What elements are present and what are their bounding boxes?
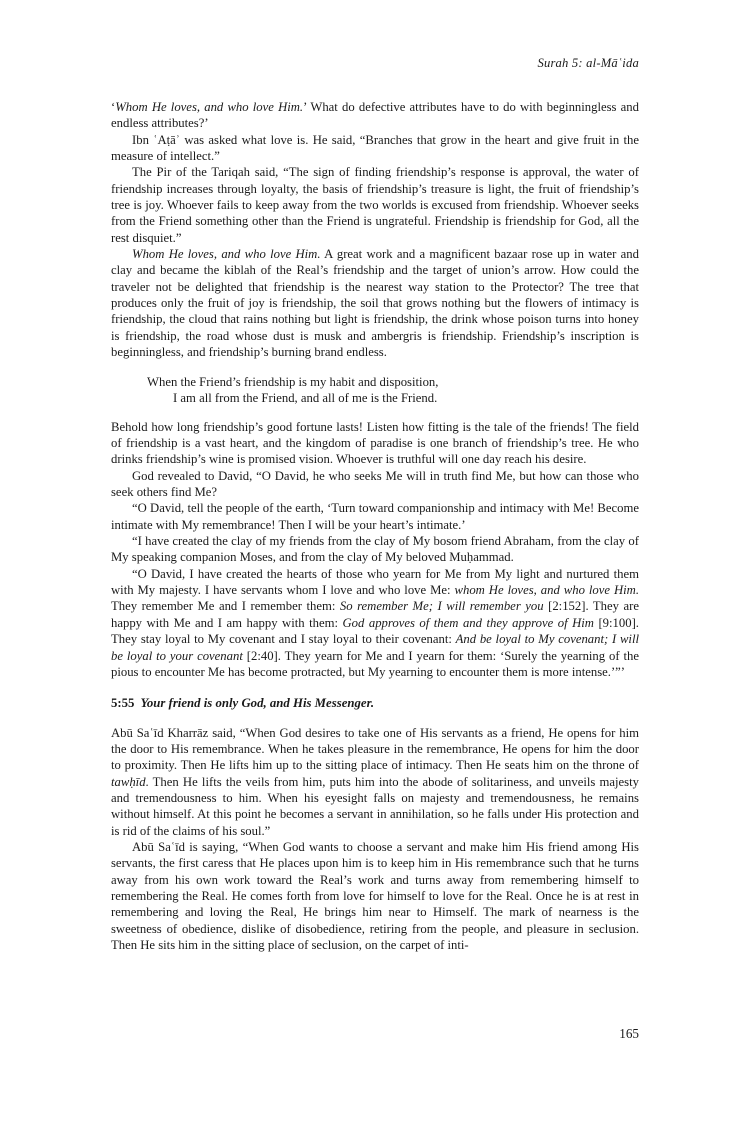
paragraph-god-revealed-to-david: God revealed to David, “O David, he who seeks Me will in truth find Me, but how can those who seek others find Me? [111,468,639,500]
transliterated-term-tawhid: tawḥīd [111,774,146,789]
verse-line-1: When the Friend’s friendship is my habit and disposition, [147,374,439,389]
paragraph-text: [2:40]. They yearn for Me and I yearn for them: ‘Surely the yearning of the pious to encounter Me has become protracted, but My yearning to encounter them is more intense.’”’ [111,648,639,679]
poetry-couplet [111,361,639,419]
paragraph-o-david-tell-people: “O David, tell the people of the earth, ‘Turn toward companionship and intimacy with Me! Become intimate with My remembrance! Then I will be your heart’s intimate.’ [111,501,639,532]
paragraph-great-work-bazaar [111,246,639,360]
paragraph-text: [9:100]. They stay loyal to My covenant and I stay loyal to their covenant: [111,615,639,647]
verse-line-2: I am all from the Friend, and all of me is the Friend. [173,391,438,406]
scripture-quote-inline: So remember Me; I will remember you [339,599,544,614]
running-head: Surah 5: al-Māʿida [537,56,639,70]
paragraph-text: . Then He lifts the veils from him, puts him into the abode of solitariness, and unveils majesty and tremendousness to him. When his eyesight falls on majesty and tremendousness, he remains without himself. At this point he becomes a servant in annihilation, so he falls under His protection and is rid of the claims of his soul.” [111,774,639,838]
paragraph-text: A great work and a magnificent bazaar rose up in water and clay and became the kiblah of the Real’s friendship and the target of union’s arrow. How could the traveler not be delighted that friendship is the nearest way station to the Protector? The tree that produces only the fruit of joy is friendship, the soil that grows nothing but the flowers of intimacy is friendship, the cloud that rains nothing but light is friendship, the drink whose poison turns into honey is friendship, the road whose dust is musk and ambergris is friendship. Friendship’s inscription is beginningless, and friendship’s burning brand endless. [111,247,639,360]
paragraph-text: They remember Me and I remember them: [111,599,340,614]
scripture-quote-inline: Whom He loves, and who love Him. [132,247,321,262]
scripture-quote-inline: God approves of them and they approve of Him [342,615,594,630]
paragraph-whom-he-loves-question [111,99,639,132]
paragraph-clay-of-friends: “I have created the clay of my friends from the clay of My bosom friend Abraham, from the clay of My speaking companion Moses, and from the clay of My beloved Muḥammad. [111,534,639,565]
scripture-quote-inline: Whom He loves, and who love Him. [115,100,304,114]
verse-heading [111,680,639,725]
body-text-block [111,99,639,954]
verse-number: 5:55 [111,696,135,711]
close-quote-mark: ’ [303,100,307,114]
page-number: 165 [619,1026,639,1041]
paragraph-hearts-of-those-who-yearn [111,566,639,680]
open-quote-mark: ‘ [111,100,116,114]
paragraph-text: What do defective attributes have to do with beginningless and endless attributes?’ [111,100,639,131]
scripture-quote-inline: whom He loves, and who love Him. [454,583,640,598]
paragraph-pir-of-the-tariqah: The Pir of the Tariqah said, “The sign of finding friendship’s response is approval, the water of friendship increases through loyalty, the basis of friendship’s treasure is light, the fruit of friendship’s tree is joy. Whoever fails to keep away from the two worlds is excused from friendship. Whoever seeks from the Friend something other than the Friend is ungrateful. Friendship is friendship for God, all the rest disquiet.” [111,165,639,245]
scripture-quote-inline: And be loyal to My covenant; I will be loyal to your covenant [111,632,639,663]
paragraph-behold-how-long: Behold how long friendship’s good fortune lasts! Listen how fitting is the tale of the friends! The field of friendship is a vast heart, and the kingdom of paradise is one branch of friendship’s tree. He who drinks friendship’s wine is promised vision. Whoever is truthful will one day reach his desire. [111,419,639,467]
verse-heading-text: Your friend is only God, and His Messenger. [140,696,375,711]
paragraph-abu-said-is-saying: Abū Saʿīd is saying, “When God wants to choose a servant and make him His friend among His servants, the first caress that He places upon him is to keep him in His remembrance such that he turns away from his own work toward the Real’s work and turns away from remembering himself to remembering the Real. He comes forth from love for himself to love for the Real. Once he is at rest in remembering and loving the Real, He brings him near to Himself. The mark of nearness is the sweetness of obedience, dislike of disobedience, retiring from the people, and pleasure in seclusion. Then He sits him in the sitting place of seclusion, on the carpet of inti- [111,840,639,953]
paragraph-text: Abū Saʿīd Kharrāz said, “When God desires to take one of His servants as a friend, He opens for him the door to His remembrance. When he takes pleasure in the remembrance, He opens for him the door to proximity. Then He lifts him up to the sitting place of intimacy. Then He seats him on the throne of [111,725,639,773]
page-content-column [111,0,639,1127]
paragraph-text: [2:152]. They are happy with Me and I am happy with them: [111,599,639,630]
paragraph-abu-said-kharraz [111,725,639,839]
paragraph-text: “O David, I have created the hearts of those who yearn for Me from My light and nurtured them with My majesty. I have servants whom I love and who love Me: [111,566,639,598]
paragraph-ibn-ata: Ibn ʿAṭāʾ was asked what love is. He said, “Branches that grow in the heart and give fruit in the measure of intellect.” [111,132,639,164]
